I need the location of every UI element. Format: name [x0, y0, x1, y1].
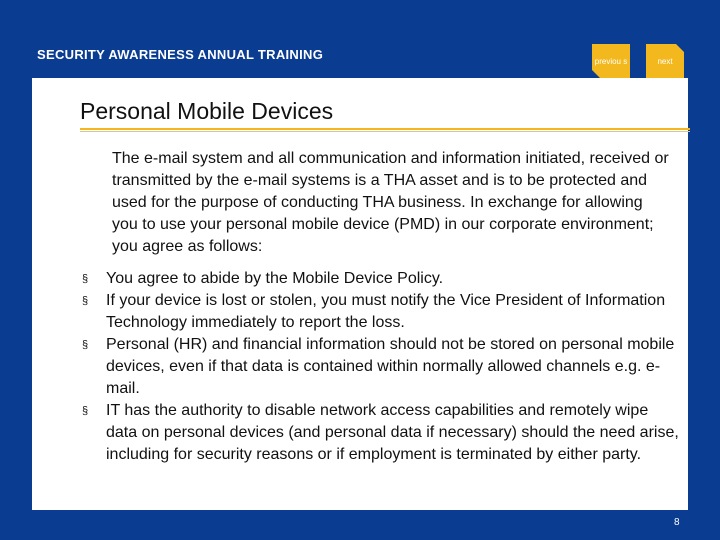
next-button[interactable]	[646, 44, 684, 78]
previous-label: previou s	[594, 56, 628, 66]
header-bar	[32, 32, 582, 78]
previous-button[interactable]	[592, 44, 630, 78]
bullet-icon: §	[82, 405, 89, 417]
bullet-icon: §	[82, 295, 89, 307]
bullet-text: If your device is lost or stolen, you must notify the Vice President of Information Technology immediately to report the loss.	[106, 292, 666, 331]
title-divider-shadow	[80, 131, 690, 132]
list-item	[82, 334, 682, 400]
next-label: next	[657, 56, 673, 66]
bullet-icon: §	[82, 273, 89, 285]
list-item	[82, 268, 682, 290]
page-title: Personal Mobile Devices	[80, 98, 334, 124]
bullet-list	[82, 268, 682, 466]
bullet-text: IT has the authority to disable network access capabilities and remotely wipe data on personal devices (and personal data if necessary) should the need arise, including for security reasons or if employment is terminated by either party.	[106, 402, 679, 463]
list-item	[82, 400, 682, 466]
course-title: SECURITY AWARENESS ANNUAL TRAINING	[37, 47, 324, 62]
intro-paragraph: The e-mail system and all communication and information initiated, received or transmitted by the e-mail systems is a THA asset and is to be protected and used for the purpose of conducting THA business. In exchange for allowing you to use your personal mobile device (PMD) in our corporate environment; you agree as follows:	[112, 150, 669, 255]
bullet-icon: §	[82, 339, 89, 351]
title-divider	[80, 128, 690, 130]
content-panel	[32, 78, 688, 510]
bullet-text: You agree to abide by the Mobile Device Policy.	[106, 270, 444, 287]
list-item	[82, 290, 682, 334]
bullet-text: Personal (HR) and financial information should not be stored on personal mobile devices, even if that data is contained within normally allowed channels e.g. e-mail.	[106, 336, 675, 397]
page-number: 8	[674, 517, 680, 528]
